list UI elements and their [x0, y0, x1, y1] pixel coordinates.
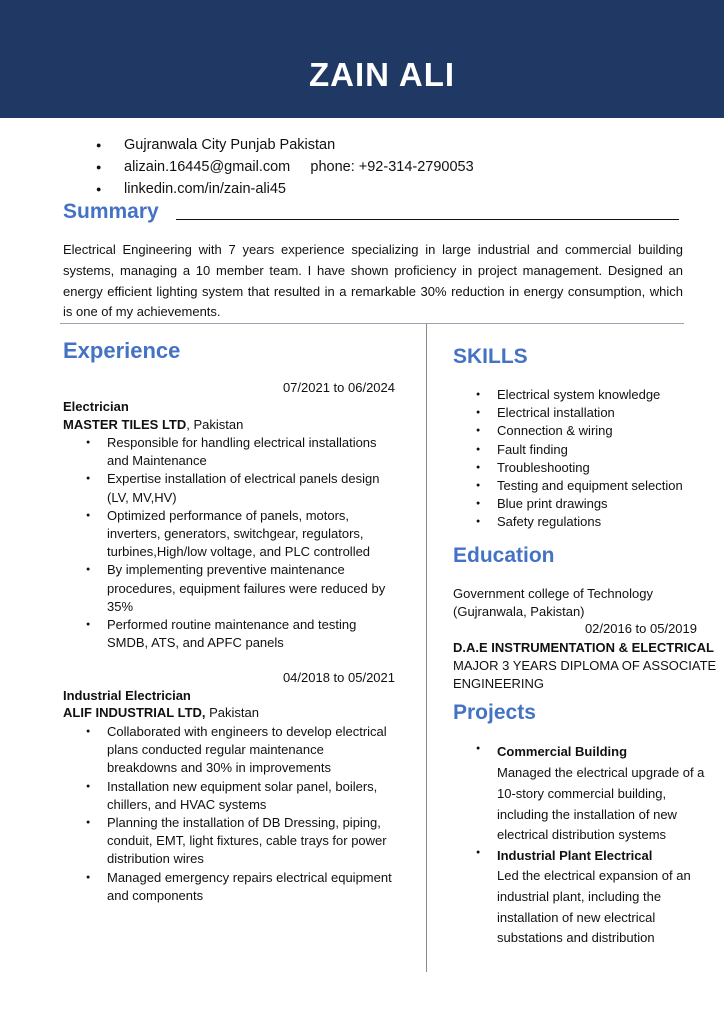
company-location: , Pakistan: [186, 417, 244, 432]
job-role: Industrial Electrician: [63, 688, 191, 703]
summary-underline: [176, 219, 679, 220]
list-item: ● Electrical installation: [497, 404, 712, 422]
list-item: ● Collaborated with engineers to develop electrical plans conducted regular maintenance breakdowns and 30% in improvements: [107, 723, 397, 778]
summary-heading: Summary: [63, 200, 159, 223]
contact-address: ● Gujranwala City Punjab Pakistan: [124, 137, 335, 153]
job-duties: [107, 434, 397, 652]
list-item: ● Testing and equipment selection: [497, 477, 712, 495]
skills-list: [497, 386, 712, 532]
job-dates: 07/2021 to 06/2024: [282, 380, 395, 395]
list-item: ● Electrical system knowledge: [497, 386, 712, 404]
job-duties: [107, 723, 397, 905]
job-company: [63, 705, 259, 720]
education-degree: D.A.E INSTRUMENTATION & ELECTRICAL: [453, 640, 714, 655]
list-item: ● Managed emergency repairs electrical equipment and components: [107, 869, 397, 905]
list-item: ● Installation new equipment solar panel, boilers, chillers, and HVAC systems: [107, 778, 397, 814]
section-divider: [60, 323, 684, 324]
summary-text: Electrical Engineering with 7 years experience specializing in large industrial and commercial building systems, managing a 10 member team. I have shown proficiency in project management. Designed an energy efficient lighting system that resulted in a remarkable 30% reduction in energy consumption, which is one of my achievements.: [63, 242, 683, 320]
list-item: ● Troubleshooting: [497, 459, 712, 477]
project-name: ● Commercial Building: [497, 744, 627, 759]
list-item: ● Fault finding: [497, 441, 712, 459]
company-name: MASTER TILES LTD: [63, 417, 187, 432]
project-name: ● Industrial Plant Electrical: [497, 848, 652, 863]
company-location: Pakistan: [205, 705, 259, 720]
column-divider: [426, 324, 427, 972]
list-item: ● By implementing preventive maintenance procedures, equipment failures were reduced by 35%: [107, 561, 397, 616]
job-dates: 04/2018 to 05/2021: [282, 670, 395, 685]
contact-linkedin: ● linkedin.com/in/zain-ali45: [124, 181, 286, 197]
contact-email-phone: ● alizain.16445@gmail.com phone: +92-314-2790053: [124, 159, 474, 175]
candidate-name: ZAIN ALI: [308, 56, 456, 93]
education-major: MAJOR 3 YEARS DIPLOMA OF ASSOCIATE: [453, 658, 717, 673]
education-school: Government college of Technology: [453, 586, 653, 601]
job-company: [63, 417, 243, 432]
list-item: ● Planning the installation of DB Dressing, piping, conduit, EMT, light fixtures, cable trays for power distribution wires: [107, 814, 397, 869]
projects-heading: Projects: [453, 701, 536, 724]
list-item: ● Safety regulations: [497, 513, 712, 531]
list-item: ● Responsible for handling electrical installations and Maintenance: [107, 434, 397, 470]
list-item: ● Connection & wiring: [497, 422, 712, 440]
experience-heading: Experience: [63, 338, 181, 363]
company-name: ALIF INDUSTRIAL LTD,: [63, 705, 206, 720]
list-item: ● Performed routine maintenance and testing SMDB, ATS, and APFC panels: [107, 616, 397, 652]
education-place: (Gujranwala, Pakistan): [453, 604, 585, 619]
education-dates: 02/2016 to 05/2019: [584, 621, 697, 636]
list-item: ● Optimized performance of panels, motors, inverters, generators, switchgear, regulators, turbines,High/low voltage, and PLC controlled: [107, 507, 397, 562]
education-heading: Education: [453, 544, 555, 567]
education-major-cont: ENGINEERING: [453, 676, 545, 691]
project-description: Led the electrical expansion of an industrial plant, including the installation of new electrical substations and distribution: [497, 868, 691, 946]
project-description: Managed the electrical upgrade of a 10-story commercial building, including the installation of new electrical distribution systems: [497, 765, 705, 843]
list-item: ● Blue print drawings: [497, 495, 712, 513]
job-role: Electrician: [63, 399, 129, 414]
skills-heading: SKILLS: [453, 345, 528, 368]
list-item: ● Expertise installation of electrical panels design (LV, MV,HV): [107, 470, 397, 506]
